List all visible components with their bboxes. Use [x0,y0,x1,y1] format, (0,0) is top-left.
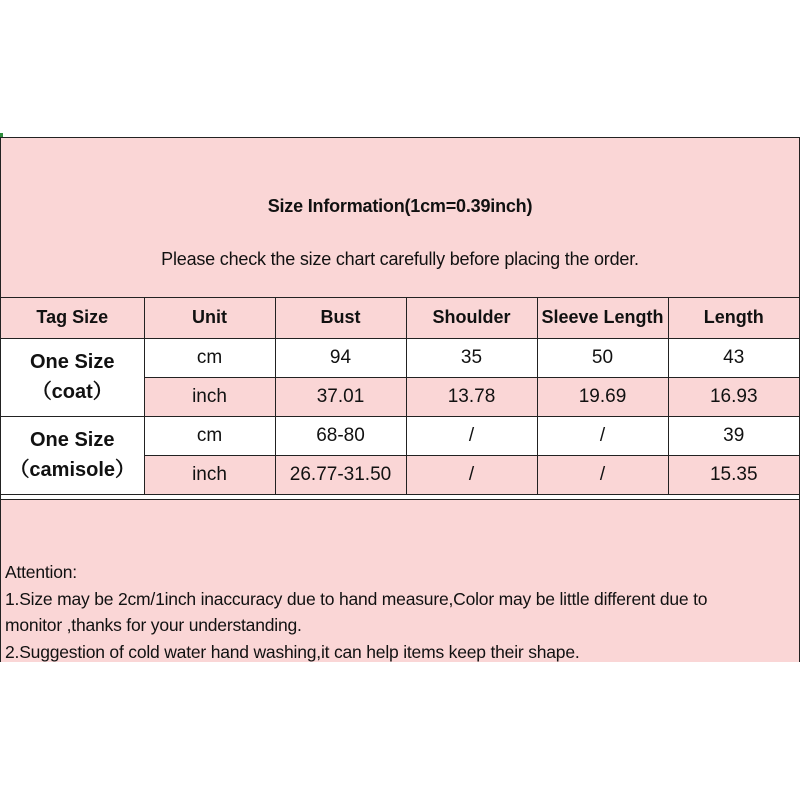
shoulder-cell: / [406,455,537,494]
length-cell: 43 [668,338,799,377]
unit-cell: cm [144,416,275,455]
length-cell: 39 [668,416,799,455]
bust-cell: 94 [275,338,406,377]
attention-line: 2.Suggestion of cold water hand washing,it can help items keep their shape. [5,641,580,662]
unit-cell: cm [144,338,275,377]
shoulder-cell: / [406,416,537,455]
attention-line: 1.Size may be 2cm/1inch inaccuracy due to hand measure,Color may be little different due to [5,588,708,609]
length-cell: 16.93 [668,377,799,416]
table-header-row [1,298,799,338]
table-row [1,338,799,377]
unit-cell: inch [144,377,275,416]
shoulder-cell: 13.78 [406,377,537,416]
size-chart-title: Size Information(1cm=0.39inch) [267,196,533,216]
unit-cell: inch [144,455,275,494]
attention-heading: Attention: [5,562,77,582]
attention-notes [1,499,799,662]
sleeve-cell: 19.69 [537,377,668,416]
size-chart [0,137,800,662]
size-chart-header [1,138,799,298]
tag-size-label: One Size [30,429,115,451]
bust-cell: 26.77-31.50 [275,455,406,494]
shoulder-cell: 35 [406,338,537,377]
sleeve-cell: / [537,455,668,494]
tag-size-cell [1,416,144,494]
table-row [1,416,799,455]
size-table [1,298,799,495]
size-chart-subtitle: Please check the size chart carefully before placing the order. [161,249,639,269]
column-header: Tag Size [1,298,144,338]
column-header: Bust [275,298,406,338]
attention-line: monitor ,thanks for your understanding. [5,615,302,635]
tag-size-label: One Size [30,351,115,373]
column-header: Unit [144,298,275,338]
tag-size-type: （camisole） [9,459,136,481]
sleeve-cell: / [537,416,668,455]
column-header: Length [668,298,799,338]
length-cell: 15.35 [668,455,799,494]
sleeve-cell: 50 [537,338,668,377]
bust-cell: 68-80 [275,416,406,455]
column-header: Sleeve Length [537,298,668,338]
tag-size-cell [1,338,144,416]
bust-cell: 37.01 [275,377,406,416]
column-header: Shoulder [406,298,537,338]
tag-size-type: （coat） [31,381,113,403]
attention-text [5,559,795,665]
